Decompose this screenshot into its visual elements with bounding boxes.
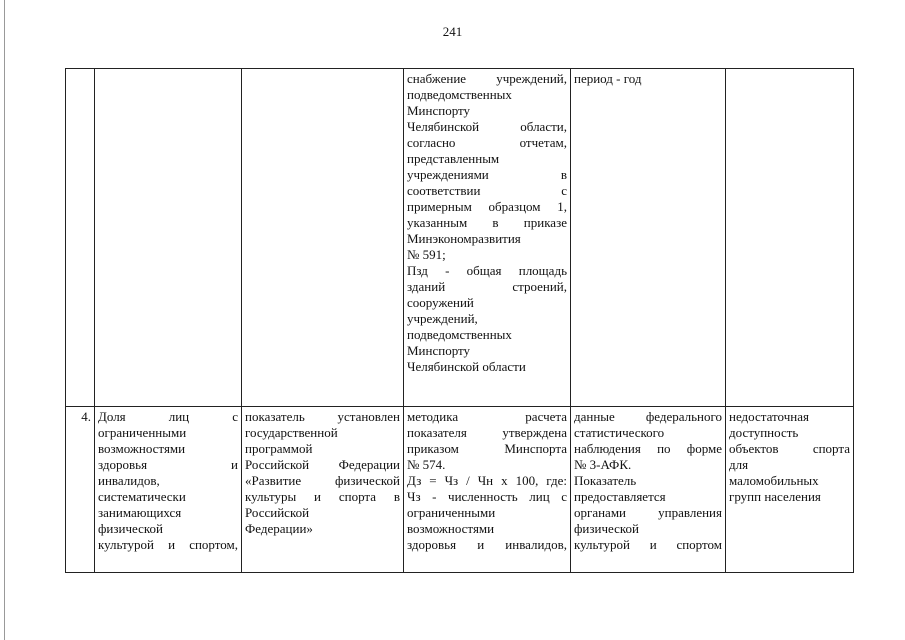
- cell-text-line: возможностями: [98, 441, 186, 456]
- cell-text-line: культурой и спортом,: [98, 537, 238, 552]
- cell-text-line: Чз - численность лиц с: [407, 489, 567, 504]
- cell-text-line: здоровья и: [98, 457, 238, 472]
- cell-text-line: государственной: [245, 425, 338, 440]
- cell-text-line: культуры и спорта в: [245, 489, 400, 504]
- cell-text-line: объектов спорта: [729, 441, 850, 456]
- cell-text-line: физической: [574, 521, 639, 536]
- cell-text-line: Пзд - общая площадь: [407, 263, 567, 278]
- cell-text-line: возможностями: [407, 521, 495, 536]
- row2-number-cell: 4.: [66, 407, 95, 573]
- cell-text-line: для: [729, 457, 749, 472]
- cell-text-line: Доля лиц с: [98, 409, 238, 424]
- cell-text-line: приказом Минспорта: [407, 441, 567, 456]
- cell-text-line: Российской Федерации: [245, 457, 400, 472]
- cell-text-line: подведомственных: [407, 327, 512, 342]
- row1-basis-cell: [242, 69, 404, 407]
- cell-text-line: доступность: [729, 425, 799, 440]
- cell-text-line: указанным в приказе: [407, 215, 567, 230]
- cell-text-line: показатель установлен: [245, 409, 400, 424]
- cell-text-line: «Развитие физической: [245, 473, 400, 488]
- cell-text-line: снабжение учреждений,: [407, 71, 567, 86]
- row2-name-cell: [95, 407, 242, 573]
- cell-text-line: Челябинской области: [407, 359, 526, 374]
- cell-text-line: занимающихся: [98, 505, 182, 520]
- cell-text-line: № 3-АФК.: [574, 457, 632, 472]
- cell-text-line: здоровья и инвалидов,: [407, 537, 567, 552]
- cell-text-line: сооружений: [407, 295, 474, 310]
- row1-method-cell: [404, 69, 571, 407]
- page-edge-rule: [4, 0, 5, 640]
- cell-text-line: Российской: [245, 505, 310, 520]
- cell-text-line: данные федерального: [574, 409, 722, 424]
- page-number: 241: [442, 24, 463, 39]
- cell-text-line: Показатель: [574, 473, 637, 488]
- cell-text-line: представленным: [407, 151, 500, 166]
- cell-text-line: методика расчета: [407, 409, 567, 424]
- row1-risk-cell: [726, 69, 854, 407]
- cell-text-line: учреждений,: [407, 311, 478, 326]
- cell-text-line: Федерации»: [245, 521, 313, 536]
- table-row: [66, 407, 854, 573]
- table-row: [66, 69, 854, 407]
- row2-method-cell: [404, 407, 571, 573]
- cell-text-line: соответствии с: [407, 183, 567, 198]
- cell-text-line: систематически: [98, 489, 186, 504]
- cell-text-line: органами управления: [574, 505, 722, 520]
- cell-text-line: Минэкономразвития: [407, 231, 521, 246]
- cell-text-line: Минспорту: [407, 343, 471, 358]
- cell-text-line: наблюдения по форме: [574, 441, 722, 456]
- cell-text-line: статистического: [574, 425, 665, 440]
- cell-text-line: согласно отчетам,: [407, 135, 567, 150]
- row2-basis-cell: [242, 407, 404, 573]
- cell-text-line: маломобильных: [729, 473, 819, 488]
- cell-text-line: предоставляется: [574, 489, 666, 504]
- cell-text-line: инвалидов,: [98, 473, 160, 488]
- row1-number-cell: [66, 69, 95, 407]
- cell-text-line: ограниченными: [407, 505, 496, 520]
- cell-text-line: показателя утверждена: [407, 425, 567, 440]
- cell-text-line: учреждениями в: [407, 167, 567, 182]
- cell-text-line: ограниченными: [98, 425, 187, 440]
- cell-text-line: недостаточная: [729, 409, 809, 424]
- cell-text-line: зданий строений,: [407, 279, 567, 294]
- row2-risk-cell: [726, 407, 854, 573]
- cell-text-line: примерным образцом 1,: [407, 199, 567, 214]
- cell-text-line: № 574.: [407, 457, 446, 472]
- cell-text-line: № 591;: [407, 247, 446, 262]
- cell-text-line: период - год: [574, 71, 642, 86]
- cell-text-line: программой: [245, 441, 313, 456]
- cell-text-line: групп населения: [729, 489, 821, 504]
- row1-source-cell: [571, 69, 726, 407]
- row2-source-cell: [571, 407, 726, 573]
- cell-text-line: физической: [98, 521, 163, 536]
- cell-text-line: Минспорту: [407, 103, 471, 118]
- cell-text-line: культурой и спортом: [574, 537, 722, 552]
- row1-name-cell: [95, 69, 242, 407]
- indicator-table: [65, 68, 854, 573]
- cell-text-line: Дз = Чз / Чн х 100, где:: [407, 473, 567, 488]
- cell-text-line: Челябинской области,: [407, 119, 567, 134]
- cell-text-line: подведомственных: [407, 87, 512, 102]
